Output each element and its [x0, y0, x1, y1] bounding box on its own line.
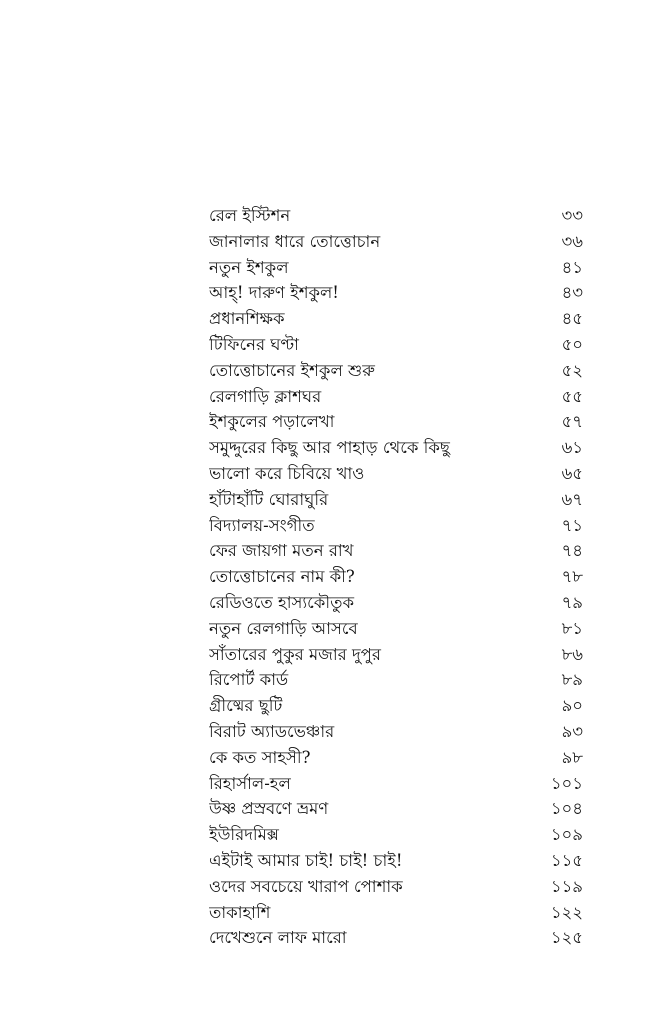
toc-entry	[209, 332, 583, 358]
toc-entry-title: সমুদ্দুরের কিছু আর পাহাড় থেকে কিছু	[209, 438, 450, 458]
toc-entry-page: ৯০	[561, 696, 583, 716]
toc-entry-title: দেখেশুনে লাফ মারো	[209, 928, 347, 948]
toc-entry-title: সাঁতারের পুকুর মজার দুপুর	[209, 644, 381, 664]
toc-entry-title: রেল ইস্টিশন	[209, 206, 291, 225]
toc-entry	[209, 719, 583, 745]
toc-entry-title: বিরাট অ্যাডভেঞ্চার	[209, 721, 335, 741]
toc-entry-title: কে কত সাহসী?	[209, 747, 311, 767]
toc-entry-page: ৫৫	[561, 386, 583, 406]
toc-entry-title: বিদ্যালয়-সংগীত	[209, 515, 315, 535]
toc-entry-page: ৭৪	[561, 541, 583, 561]
toc-entry-page: ৫২	[561, 360, 583, 380]
toc-entry-title: হাঁটাহাঁটি ঘোরাঘুরি	[209, 489, 329, 509]
toc-entry	[209, 409, 583, 435]
toc-entry	[209, 796, 583, 822]
toc-entry-title: আহ্! দারুণ ইশকুল!	[209, 283, 339, 303]
toc-entry-title: তোত্তোচানের ইশকুল শুরু	[209, 360, 375, 380]
toc-entry	[209, 255, 583, 281]
toc-entry-title: রিহার্সাল-হল	[209, 773, 291, 793]
toc-entry-page: ৬৭	[561, 489, 583, 509]
toc-entry-title: রিপোর্ট কার্ড	[209, 670, 289, 690]
toc-entry-page: ৩৩	[561, 206, 583, 225]
toc-entry	[209, 900, 583, 926]
toc-entry	[209, 590, 583, 616]
toc-entry-title: ওদের সবচেয়ে খারাপ পোশাক	[209, 876, 403, 896]
toc-entry-title: ভালো করে চিবিয়ে খাও	[209, 463, 365, 483]
toc-entry	[209, 280, 583, 306]
toc-entry-page: ৯৩	[561, 721, 583, 741]
toc-entry-page: ৭৯	[561, 592, 583, 612]
toc-entry-page: ৪৫	[561, 309, 583, 329]
toc-entry-title: জানালার ধারে তোত্তোচান	[209, 231, 381, 251]
toc-entry	[209, 229, 583, 255]
toc-entry-page: ৯৮	[561, 747, 583, 767]
toc-entry-page: ৬৫	[561, 463, 583, 483]
toc-entry-title: ফের জায়গা মতন রাখ	[209, 541, 354, 561]
toc-entry	[209, 435, 583, 461]
toc-entry	[209, 461, 583, 487]
toc-entry-page: ১১৯	[550, 876, 583, 896]
toc-entry	[209, 642, 583, 668]
toc-entry-page: ৮৬	[561, 644, 583, 664]
toc-entry	[209, 874, 583, 900]
toc-entry	[209, 513, 583, 539]
toc-entry-title: নতুন রেলগাড়ি আসবে	[209, 618, 358, 638]
toc-entry	[209, 771, 583, 797]
toc-entry	[209, 538, 583, 564]
toc-entry-title: ইউরিদমিক্স	[209, 825, 279, 845]
toc-entry-page: ৬১	[561, 438, 583, 458]
toc-entry	[209, 564, 583, 590]
toc-entry	[209, 693, 583, 719]
toc-entry-title: রেলগাড়ি ক্লাশঘর	[209, 386, 322, 406]
toc-entry	[209, 306, 583, 332]
toc-entry-page: ৮১	[561, 618, 583, 638]
toc-entry-page: ৮৯	[561, 670, 583, 690]
toc-entry	[209, 487, 583, 513]
toc-entry-title: টিফিনের ঘণ্টা	[209, 334, 299, 354]
toc-entry-title: প্রধানশিক্ষক	[209, 309, 285, 329]
toc-entry-page: ১২২	[550, 902, 583, 922]
toc-entry-title: নতুন ইশকুল	[209, 257, 289, 277]
toc-entry-page: ৪৩	[561, 283, 583, 303]
toc-entry-title: তোত্তোচানের নাম কী?	[209, 567, 355, 587]
toc-entry-page: ৭৮	[561, 567, 583, 587]
toc-entry	[209, 384, 583, 410]
toc-entry-page: ১২৫	[550, 928, 583, 948]
toc-entry-title: তাকাহাশি	[209, 902, 271, 922]
toc-entry-page: ৫০	[561, 334, 583, 354]
toc-entry-page: ৫৭	[561, 412, 583, 432]
toc-entry-page: ৩৬	[561, 231, 583, 251]
toc-entry	[209, 925, 583, 951]
toc-entry-title: ইশকুলের পড়ালেখা	[209, 412, 335, 432]
toc-entry-title: উষ্ণ প্রস্রবণে ভ্রমণ	[209, 799, 329, 819]
toc-entry-page: ১০৯	[550, 825, 583, 845]
toc-entry-page: ৪১	[561, 257, 583, 277]
toc-entry-page: ১০১	[550, 773, 583, 793]
toc-entry	[209, 667, 583, 693]
toc-entry	[209, 203, 583, 229]
table-of-contents	[209, 203, 583, 951]
toc-entry	[209, 616, 583, 642]
toc-entry-title: রেডিওতে হাস্যকৌতুক	[209, 592, 354, 612]
toc-entry-title: গ্রীষ্মের ছুটি	[209, 696, 283, 716]
toc-entry-title: এইটাই আমার চাই! চাই! চাই!	[209, 850, 403, 870]
toc-entry	[209, 822, 583, 848]
toc-entry-page: ৭১	[561, 515, 583, 535]
toc-entry	[209, 358, 583, 384]
toc-entry	[209, 745, 583, 771]
toc-entry-page: ১০৪	[550, 799, 583, 819]
toc-entry-page: ১১৫	[550, 850, 583, 870]
toc-entry	[209, 848, 583, 874]
